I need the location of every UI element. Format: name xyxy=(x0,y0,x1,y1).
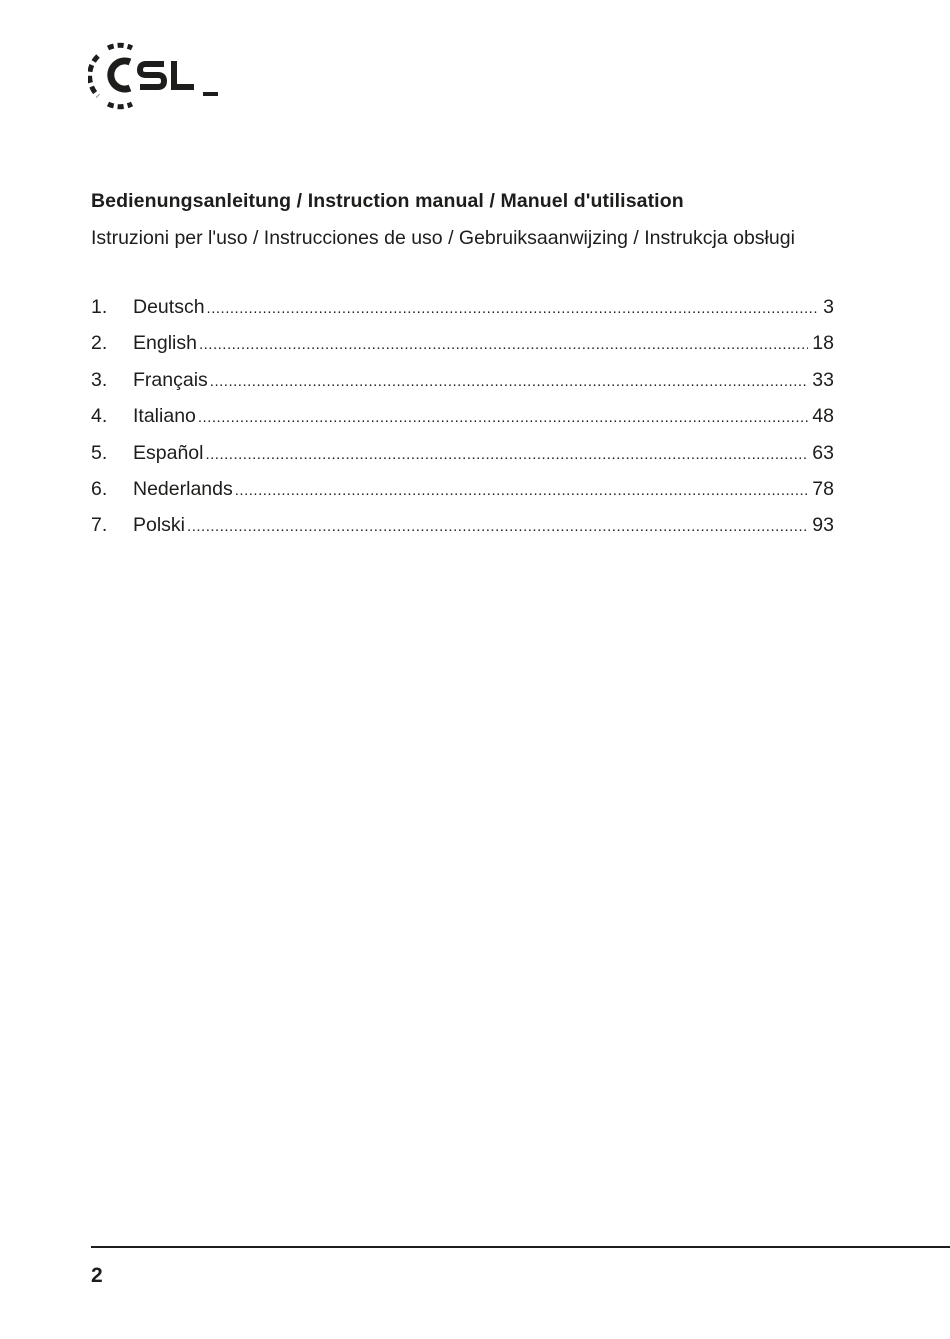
footer-divider xyxy=(91,1246,950,1248)
toc-page: 93 xyxy=(812,514,834,537)
toc-number: 2. xyxy=(91,332,108,355)
toc-leader-dots xyxy=(198,409,808,426)
manual-subtitle: Istruzioni per l'uso / Instrucciones de uso / Gebruiksaanwijzing / Instrukcja obsługi xyxy=(91,227,795,249)
toc-label: Nederlands xyxy=(133,477,233,500)
toc-label: Polski xyxy=(133,514,186,537)
toc-entry-italiano[interactable] xyxy=(91,405,834,441)
toc-page: 3 xyxy=(823,296,834,318)
table-of-contents xyxy=(91,296,834,551)
toc-leader-dots xyxy=(187,518,808,535)
toc-entry-polski[interactable] xyxy=(91,514,834,550)
toc-number: 5. xyxy=(91,441,108,464)
toc-entry-espanol[interactable] xyxy=(91,442,834,478)
toc-leader-dots xyxy=(210,373,809,390)
toc-page: 33 xyxy=(812,368,834,391)
toc-number: 4. xyxy=(91,405,108,428)
toc-label: Español xyxy=(133,441,204,464)
manual-title: Bedienungsanleitung / Instruction manual / Manuel d'utilisation xyxy=(91,190,684,212)
toc-label: Deutsch xyxy=(133,296,205,318)
toc-entry-nederlands[interactable] xyxy=(91,478,834,514)
toc-page: 78 xyxy=(812,477,834,500)
toc-leader-dots xyxy=(235,482,809,499)
toc-number: 6. xyxy=(91,477,108,500)
toc-number: 1. xyxy=(91,296,108,318)
toc-leader-dots xyxy=(205,446,808,463)
toc-number: 7. xyxy=(91,514,108,537)
toc-page: 48 xyxy=(812,405,834,428)
page-number: 2 xyxy=(91,1264,103,1287)
toc-entry-english[interactable] xyxy=(91,332,834,368)
toc-entry-francais[interactable] xyxy=(91,369,834,405)
toc-page: 18 xyxy=(812,332,834,355)
toc-leader-dots xyxy=(207,300,820,317)
toc-page: 63 xyxy=(812,441,834,464)
csl-logo xyxy=(88,42,223,110)
toc-entry-deutsch[interactable] xyxy=(91,296,834,332)
toc-leader-dots xyxy=(199,336,808,353)
csl-logo-graphic xyxy=(88,42,223,110)
toc-number: 3. xyxy=(91,368,108,391)
toc-label: English xyxy=(133,332,197,355)
toc-label: Français xyxy=(133,368,208,391)
toc-label: Italiano xyxy=(133,405,196,428)
